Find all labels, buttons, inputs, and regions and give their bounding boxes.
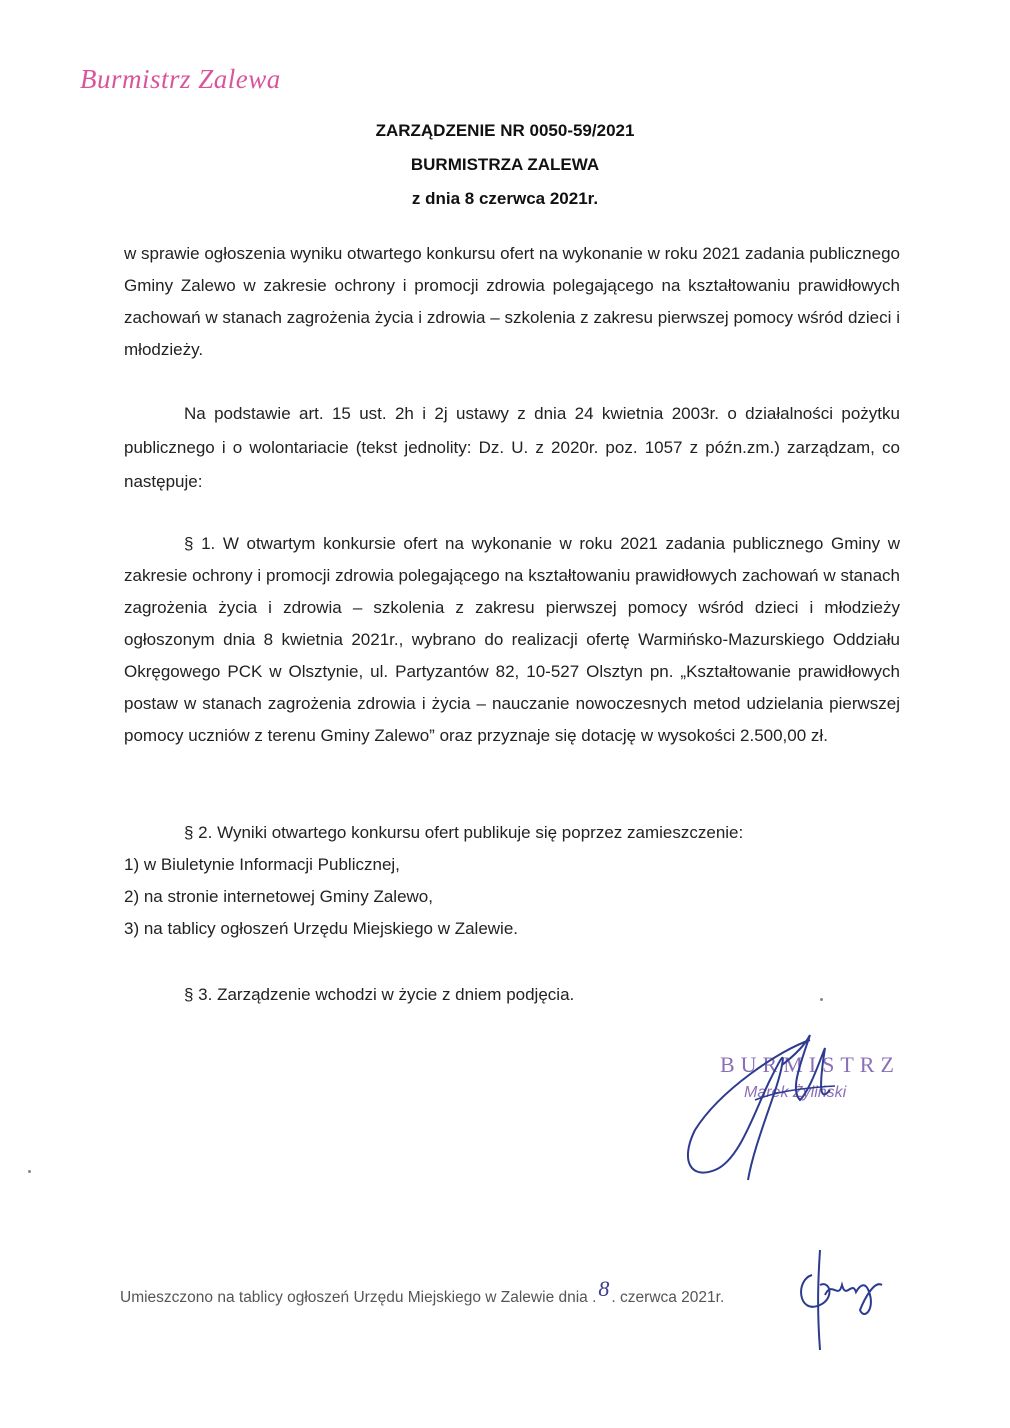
scan-speck (820, 998, 823, 1001)
posting-note-text: Umieszczono na tablicy ogłoszeń Urzędu Miejskiego w Zalewie dnia . (120, 1289, 597, 1306)
stamp-name: Marek Żyliński (744, 1084, 847, 1101)
handwritten-signature-icon (660, 1020, 860, 1190)
office-stamp-header: Burmistrz Zalewa (80, 64, 281, 94)
section-1-paragraph: § 1. W otwartym konkursie ofert na wykonanie w roku 2021 zadania publicznego Gminy w zakresie ochrony i promocji zdrowia polegającego na kształtowaniu prawidłowych zachowań w stanach zagrożenia życia i zdrowia – szkolenia z zakresu pierwszej pomocy wśród dzieci i młodzieży ogłoszonym dnia 8 kwietnia 2021r., wybrano do realizacji ofertę Warmińsko-Mazurskiego Oddziału Okręgowego PCK w Olsztynie, ul. Partyzantów 82, 10-527 Olsztyn pn. „Kształtowanie prawidłowych postaw w stanach zagrożenia zdrowia i życia – nauczanie nowoczesnych metod udzielania pierwszej pomocy uczniów z terenu Gminy Zalewo” oraz przyznaje się dotację w wysokości 2.500,00 zł. (124, 534, 900, 745)
list-item: 1) w Biuletynie Informacji Publicznej, (124, 855, 400, 874)
legal-basis-paragraph: Na podstawie art. 15 ust. 2h i 2j ustawy z dnia 24 kwietnia 2003r. o działalności pożytku publicznego i o wolontariacie (tekst jednolity: Dz. U. z 2020r. poz. 1057 z późn.zm.) zarządzam, co następuje: (124, 404, 900, 491)
list-item: 3) na tablicy ogłoszeń Urzędu Miejskiego w Zalewie. (124, 919, 519, 938)
title-line-issuer: BURMISTRZA ZALEWA (410, 155, 600, 174)
subject-paragraph: w sprawie ogłoszenia wyniku otwartego konkursu ofert na wykonanie w roku 2021 zadania publicznego Gminy Zalewo w zakresie ochrony i promocji zdrowia polegającego na kształtowaniu prawidłowych zachowań w stanach zagrożenia życia i zdrowia – szkolenia z zakresu pierwszej pomocy wśród dzieci i młodzieży. (124, 244, 900, 359)
section-3-paragraph: § 3. Zarządzenie wchodzi w życie z dniem podjęcia. (184, 985, 575, 1004)
scan-speck (28, 1170, 31, 1173)
footer-signature-icon (790, 1240, 890, 1360)
section-2-head: § 2. Wyniki otwartego konkursu ofert publikuje się poprzez zamieszczenie: (184, 823, 744, 842)
posting-note-date: . czerwca 2021r. (611, 1289, 725, 1306)
posting-note (120, 1276, 725, 1308)
title-line-number: ZARZĄDZENIE NR 0050-59/2021 (375, 121, 635, 140)
list-item: 2) na stronie internetowej Gminy Zalewo, (124, 887, 433, 906)
title-line-date: z dnia 8 czerwca 2021r. (411, 189, 599, 208)
posting-day: 8 (598, 1276, 610, 1301)
section-2-paragraph (124, 817, 900, 945)
document-title (0, 114, 1010, 216)
stamp-role: BURMISTRZ (720, 1052, 900, 1077)
